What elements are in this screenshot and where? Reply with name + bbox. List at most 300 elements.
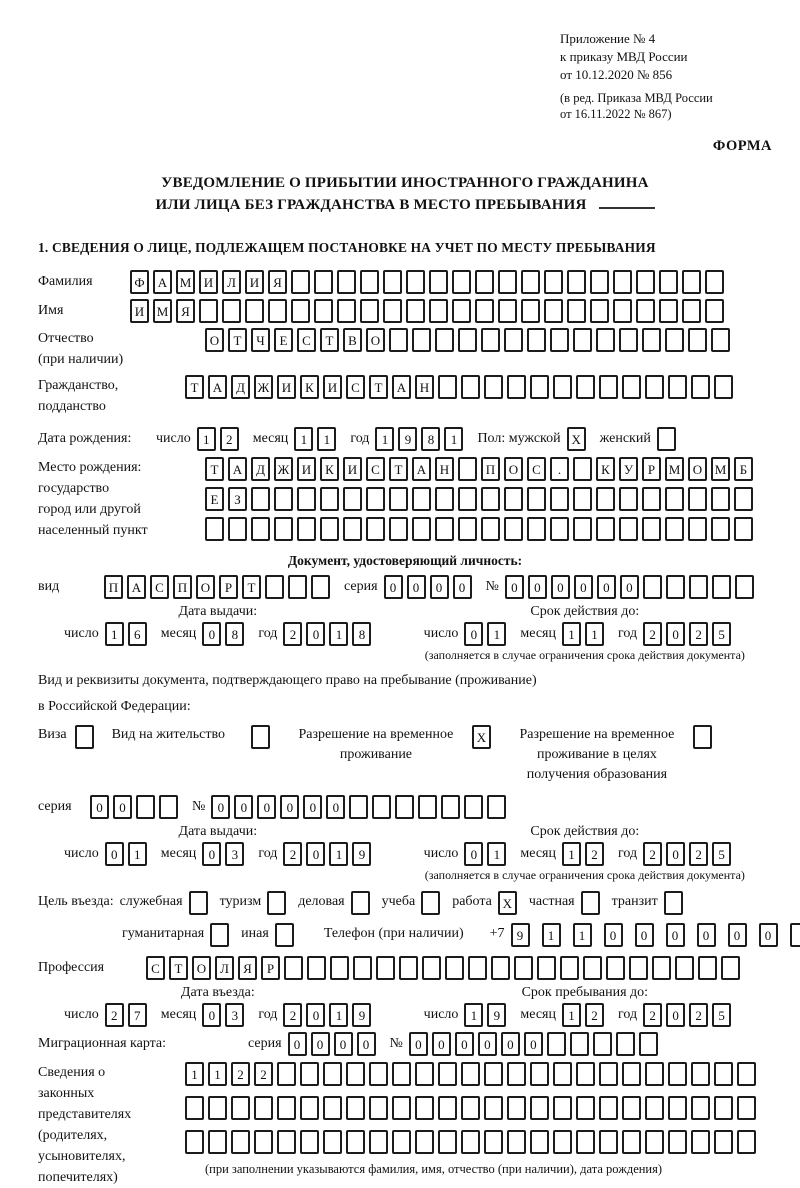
birth-year-box: 1 bbox=[444, 427, 463, 451]
surname-char-box: Я bbox=[268, 270, 287, 294]
phone-digit-box: 0 bbox=[635, 923, 654, 947]
birth-place-char-box: З bbox=[228, 487, 247, 511]
doc-expiry-year-box: 2 bbox=[689, 622, 708, 646]
surname-char-box bbox=[544, 270, 563, 294]
birth-place-char-box bbox=[688, 517, 707, 541]
surname-char-box bbox=[567, 270, 586, 294]
birth-place-char-box: Д bbox=[251, 457, 270, 481]
entry-month-box: 3 bbox=[225, 1003, 244, 1027]
representatives-label-4: (родителях, bbox=[38, 1128, 108, 1143]
doc-expiry-label: Срок действия до: bbox=[530, 604, 640, 619]
appendix-edit-note: (в ред. Приказа МВД России bbox=[560, 91, 713, 105]
sex-female-checkbox bbox=[657, 427, 680, 451]
doc-kind-char-box bbox=[311, 575, 330, 599]
representatives-char-box bbox=[737, 1130, 756, 1154]
patronymic-char-box: Т bbox=[228, 328, 247, 352]
profession-char-box: Р bbox=[261, 956, 280, 980]
year-label: год bbox=[350, 431, 370, 446]
name-char-box bbox=[268, 299, 287, 323]
birth-place-label-2: государство bbox=[38, 481, 110, 496]
birth-place-char-box bbox=[573, 517, 592, 541]
patronymic-char-box bbox=[550, 328, 569, 352]
birth-place-char-box bbox=[435, 517, 454, 541]
representatives-char-box bbox=[346, 1130, 365, 1154]
name-char-box: И bbox=[130, 299, 149, 323]
doc-series-box: 0 bbox=[384, 575, 403, 599]
representatives-char-box bbox=[438, 1062, 457, 1086]
citizenship-char-box: Н bbox=[415, 375, 434, 399]
name-label: Имя bbox=[38, 303, 64, 318]
migration-number-box: 0 bbox=[501, 1032, 520, 1056]
birth-place-char-box bbox=[481, 517, 500, 541]
representatives-char-box bbox=[323, 1062, 342, 1086]
surname-char-box bbox=[590, 270, 609, 294]
doc-issue-day-box: 1 bbox=[105, 622, 124, 646]
stay-day-boxes bbox=[464, 1003, 510, 1027]
birth-place-char-box bbox=[205, 517, 224, 541]
purpose-option-label: учеба bbox=[381, 894, 416, 909]
birth-place-char-box bbox=[596, 517, 615, 541]
residence-permit-checkbox bbox=[251, 725, 274, 749]
doc-issue-year-box: 2 bbox=[283, 622, 302, 646]
profession-char-box bbox=[675, 956, 694, 980]
migration-number-box bbox=[639, 1032, 658, 1056]
stay-year-boxes bbox=[643, 1003, 735, 1027]
stay-year-box: 2 bbox=[689, 1003, 708, 1027]
purpose-option-label: туризм bbox=[219, 894, 262, 909]
representatives-char-box bbox=[714, 1130, 733, 1154]
migration-number-label: № bbox=[389, 1036, 403, 1051]
profession-char-box: О bbox=[192, 956, 211, 980]
purpose-option-checkbox bbox=[275, 923, 294, 947]
citizenship-char-box: С bbox=[346, 375, 365, 399]
representatives-char-box bbox=[691, 1130, 710, 1154]
surname-char-box bbox=[314, 270, 333, 294]
birth-date-row bbox=[38, 427, 772, 451]
birth-place-char-box bbox=[734, 487, 753, 511]
purpose-option-label: иная bbox=[241, 926, 269, 941]
year-label: год bbox=[617, 1007, 638, 1022]
profession-boxes bbox=[146, 956, 744, 980]
visa-option bbox=[38, 725, 98, 749]
representatives-char-box bbox=[300, 1130, 319, 1154]
birth-place-char-box bbox=[435, 487, 454, 511]
residence-expiry-day-box: 0 bbox=[464, 842, 483, 866]
entry-day-boxes bbox=[105, 1003, 151, 1027]
birth-month-box: 1 bbox=[317, 427, 336, 451]
doc-number-box bbox=[712, 575, 731, 599]
residence-series-box: 0 bbox=[113, 795, 132, 819]
residence-expiry-day-boxes bbox=[464, 842, 510, 866]
profession-char-box bbox=[353, 956, 372, 980]
birth-place-char-box: Ж bbox=[274, 457, 293, 481]
entry-purpose-label: Цель въезда: bbox=[38, 894, 114, 909]
doc-number-box bbox=[735, 575, 754, 599]
phone-digit-box: 0 bbox=[697, 923, 716, 947]
patronymic-char-box bbox=[458, 328, 477, 352]
entry-year-boxes bbox=[283, 1003, 375, 1027]
doc-issue-year-boxes bbox=[283, 622, 375, 646]
birth-place-row bbox=[38, 457, 772, 547]
stay-year-box: 0 bbox=[666, 1003, 685, 1027]
doc-expiry-month-box: 1 bbox=[585, 622, 604, 646]
doc-issue-year-box: 0 bbox=[306, 622, 325, 646]
representatives-char-box bbox=[553, 1096, 572, 1120]
phone-digit-box: 1 bbox=[573, 923, 592, 947]
stay-month-box: 1 bbox=[562, 1003, 581, 1027]
female-checkbox bbox=[657, 427, 676, 451]
residence-number-box: 0 bbox=[234, 795, 253, 819]
profession-char-box bbox=[399, 956, 418, 980]
citizenship-char-box bbox=[714, 375, 733, 399]
migration-number-box bbox=[570, 1032, 589, 1056]
doc-expiry-year-box: 0 bbox=[666, 622, 685, 646]
surname-char-box bbox=[613, 270, 632, 294]
citizenship-label-2: подданство bbox=[38, 399, 106, 414]
day-label: число bbox=[64, 1007, 99, 1022]
entry-purpose-row-2 bbox=[38, 923, 772, 947]
doc-kind-char-box: А bbox=[127, 575, 146, 599]
profession-char-box bbox=[514, 956, 533, 980]
doc-issue-year-box: 1 bbox=[329, 622, 348, 646]
migration-number-box bbox=[593, 1032, 612, 1056]
surname-char-box bbox=[291, 270, 310, 294]
migration-series-box: 0 bbox=[334, 1032, 353, 1056]
doc-expiry-day-box: 1 bbox=[487, 622, 506, 646]
entry-month-box: 0 bbox=[202, 1003, 221, 1027]
representatives-char-box bbox=[691, 1096, 710, 1120]
doc-kind-char-box: Т bbox=[242, 575, 261, 599]
representatives-char-box bbox=[599, 1062, 618, 1086]
representatives-boxes-2 bbox=[185, 1096, 760, 1120]
patronymic-char-box bbox=[481, 328, 500, 352]
residence-issue-year-box: 9 bbox=[352, 842, 371, 866]
citizenship-boxes bbox=[185, 375, 737, 399]
day-label: число bbox=[423, 1007, 459, 1022]
name-row bbox=[38, 299, 772, 323]
doc-kind-char-box: О bbox=[196, 575, 215, 599]
profession-char-box: С bbox=[146, 956, 165, 980]
surname-char-box: Л bbox=[222, 270, 241, 294]
entry-year-box: 2 bbox=[283, 1003, 302, 1027]
representatives-char-box bbox=[300, 1062, 319, 1086]
doc-kind-char-box: С bbox=[150, 575, 169, 599]
citizenship-char-box: И bbox=[277, 375, 296, 399]
birth-day-boxes bbox=[197, 427, 243, 451]
birth-month-box: 1 bbox=[294, 427, 313, 451]
form-label: ФОРМА bbox=[712, 138, 772, 154]
profession-char-box bbox=[652, 956, 671, 980]
residence-number-box bbox=[487, 795, 506, 819]
profession-char-box bbox=[721, 956, 740, 980]
birth-place-char-box bbox=[642, 487, 661, 511]
birth-place-char-box bbox=[366, 487, 385, 511]
stay-day-box: 9 bbox=[487, 1003, 506, 1027]
birth-place-char-box: С bbox=[527, 457, 546, 481]
representatives-char-box bbox=[530, 1130, 549, 1154]
migration-card-label: Миграционная карта: bbox=[38, 1036, 167, 1051]
stay-month-box: 2 bbox=[585, 1003, 604, 1027]
migration-series-box: 0 bbox=[357, 1032, 376, 1056]
representatives-char-box bbox=[438, 1130, 457, 1154]
residence-doc-text-1: Вид и реквизиты документа, подтверждающего право на пребывание (проживание) bbox=[38, 673, 537, 688]
birth-place-char-box bbox=[458, 487, 477, 511]
representatives-label-3: представителях bbox=[38, 1107, 132, 1122]
patronymic-char-box bbox=[596, 328, 615, 352]
residence-expiry-year-boxes bbox=[643, 842, 735, 866]
phone-prefix: +7 bbox=[489, 926, 505, 941]
surname-char-box bbox=[406, 270, 425, 294]
citizenship-char-box: Т bbox=[185, 375, 204, 399]
name-char-box bbox=[590, 299, 609, 323]
birth-place-char-box bbox=[688, 487, 707, 511]
representatives-char-box bbox=[369, 1096, 388, 1120]
birth-place-boxes-2 bbox=[205, 487, 757, 511]
birth-place-char-box: С bbox=[366, 457, 385, 481]
representatives-char-box bbox=[622, 1062, 641, 1086]
representatives-char-box bbox=[461, 1096, 480, 1120]
birth-place-char-box bbox=[504, 517, 523, 541]
representatives-char-box bbox=[392, 1096, 411, 1120]
entry-purpose-row bbox=[38, 891, 772, 915]
surname-label: Фамилия bbox=[38, 274, 93, 289]
birth-place-char-box: А bbox=[228, 457, 247, 481]
citizenship-char-box: А bbox=[392, 375, 411, 399]
doc-series-box: 0 bbox=[407, 575, 426, 599]
year-label: год bbox=[617, 626, 638, 641]
birth-place-char-box bbox=[389, 517, 408, 541]
representatives-char-box bbox=[415, 1062, 434, 1086]
residence-expiry-year-box: 2 bbox=[689, 842, 708, 866]
appendix-edit-note: от 16.11.2022 № 867) bbox=[560, 107, 672, 121]
doc-kind-char-box: П bbox=[104, 575, 123, 599]
doc-kind-char-box: Р bbox=[219, 575, 238, 599]
doc-expiry-day-boxes bbox=[464, 622, 510, 646]
doc-kind-label: вид bbox=[38, 579, 60, 594]
migration-number-box: 0 bbox=[478, 1032, 497, 1056]
phone-digit-box: 1 bbox=[542, 923, 561, 947]
migration-number-box bbox=[547, 1032, 566, 1056]
representatives-char-box bbox=[530, 1062, 549, 1086]
surname-char-box bbox=[360, 270, 379, 294]
birth-place-char-box bbox=[228, 517, 247, 541]
birth-year-box: 9 bbox=[398, 427, 417, 451]
surname-char-box: М bbox=[176, 270, 195, 294]
entry-year-box: 1 bbox=[329, 1003, 348, 1027]
residence-issue-year-box: 1 bbox=[329, 842, 348, 866]
representatives-char-box bbox=[668, 1062, 687, 1086]
doc-number-label: № bbox=[485, 579, 499, 594]
visa-checkbox bbox=[75, 725, 98, 749]
representatives-label-1: Сведения о bbox=[38, 1065, 106, 1080]
profession-char-box bbox=[284, 956, 303, 980]
name-char-box bbox=[613, 299, 632, 323]
phone-digit-box: 0 bbox=[728, 923, 747, 947]
migration-series-label: серия bbox=[248, 1036, 282, 1051]
citizenship-char-box bbox=[461, 375, 480, 399]
residence-issue-day-box: 0 bbox=[105, 842, 124, 866]
patronymic-char-box: Е bbox=[274, 328, 293, 352]
profession-char-box bbox=[606, 956, 625, 980]
representatives-char-box bbox=[645, 1062, 664, 1086]
residence-series-box: 0 bbox=[90, 795, 109, 819]
representatives-char-box bbox=[277, 1096, 296, 1120]
page-title bbox=[38, 173, 772, 216]
residence-issue-day-boxes bbox=[105, 842, 151, 866]
month-label: месяц bbox=[520, 846, 556, 861]
birth-place-char-box bbox=[320, 517, 339, 541]
birth-place-char-box bbox=[389, 487, 408, 511]
name-char-box bbox=[567, 299, 586, 323]
purpose-option-checkbox bbox=[421, 891, 440, 915]
phone-digit-box: 0 bbox=[759, 923, 778, 947]
residence-number-box: 0 bbox=[326, 795, 345, 819]
representatives-char-box bbox=[714, 1096, 733, 1120]
doc-kind-char-box bbox=[265, 575, 284, 599]
residence-issue-month-boxes bbox=[202, 842, 248, 866]
year-label: год bbox=[258, 846, 278, 861]
purpose-option-label: гуманитарная bbox=[122, 926, 205, 941]
citizenship-char-box: Т bbox=[369, 375, 388, 399]
doc-number-box bbox=[689, 575, 708, 599]
birth-place-char-box bbox=[251, 517, 270, 541]
representatives-char-box bbox=[415, 1130, 434, 1154]
citizenship-char-box bbox=[576, 375, 595, 399]
edu-permit-checkbox bbox=[693, 725, 716, 749]
representatives-char-box bbox=[208, 1096, 227, 1120]
name-char-box bbox=[383, 299, 402, 323]
representatives-char-box bbox=[300, 1096, 319, 1120]
surname-char-box bbox=[682, 270, 701, 294]
surname-char-box: А bbox=[153, 270, 172, 294]
birth-place-char-box bbox=[458, 517, 477, 541]
residence-series-row bbox=[38, 795, 772, 819]
birth-place-char-box bbox=[665, 517, 684, 541]
patronymic-char-box: В bbox=[343, 328, 362, 352]
phone-label: Телефон (при наличии) bbox=[323, 926, 464, 941]
representatives-char-box bbox=[645, 1130, 664, 1154]
birth-place-label: Место рождения: bbox=[38, 460, 142, 475]
doc-kind-boxes bbox=[104, 575, 334, 599]
birth-place-char-box bbox=[366, 517, 385, 541]
sex-label: Пол: мужской bbox=[477, 431, 561, 446]
citizenship-char-box: Ж bbox=[254, 375, 273, 399]
month-label: месяц bbox=[520, 626, 556, 641]
citizenship-row bbox=[38, 375, 772, 417]
residence-number-label: № bbox=[192, 799, 206, 814]
migration-number-box: 0 bbox=[455, 1032, 474, 1056]
doc-number-box: 0 bbox=[597, 575, 616, 599]
phone-boxes bbox=[511, 923, 800, 947]
name-char-box bbox=[544, 299, 563, 323]
patronymic-char-box bbox=[527, 328, 546, 352]
citizenship-char-box: К bbox=[300, 375, 319, 399]
name-char-box bbox=[429, 299, 448, 323]
name-char-box bbox=[498, 299, 517, 323]
birth-place-char-box bbox=[343, 517, 362, 541]
surname-char-box: Ф bbox=[130, 270, 149, 294]
representatives-char-box bbox=[461, 1062, 480, 1086]
appendix-line: к приказу МВД России bbox=[560, 49, 688, 64]
appendix-line: от 10.12.2020 № 856 bbox=[560, 67, 673, 82]
birth-place-char-box: К bbox=[320, 457, 339, 481]
doc-issue-date-label: Дата выдачи: bbox=[178, 604, 258, 619]
representatives-char-box: 1 bbox=[208, 1062, 227, 1086]
birth-year-boxes bbox=[375, 427, 467, 451]
temp-permit-option bbox=[288, 725, 495, 765]
doc-number-box: 0 bbox=[574, 575, 593, 599]
representatives-char-box bbox=[576, 1062, 595, 1086]
doc-expiry-month-boxes bbox=[562, 622, 608, 646]
representatives-char-box bbox=[737, 1062, 756, 1086]
representatives-boxes-1 bbox=[185, 1062, 760, 1086]
purpose-option-checkbox: X bbox=[498, 891, 517, 915]
patronymic-char-box bbox=[711, 328, 730, 352]
doc-kind-char-box: П bbox=[173, 575, 192, 599]
visa-checkbox bbox=[75, 725, 94, 749]
representatives-char-box: 2 bbox=[231, 1062, 250, 1086]
visa-label: Виза bbox=[38, 727, 67, 742]
patronymic-label: Отчество bbox=[38, 331, 94, 346]
birth-place-char-box bbox=[274, 517, 293, 541]
residence-number-box bbox=[418, 795, 437, 819]
birth-place-char-box: О bbox=[688, 457, 707, 481]
patronymic-char-box bbox=[504, 328, 523, 352]
representatives-char-box bbox=[254, 1096, 273, 1120]
patronymic-char-box bbox=[389, 328, 408, 352]
surname-char-box bbox=[705, 270, 724, 294]
representatives-char-box bbox=[622, 1096, 641, 1120]
representatives-char-box bbox=[484, 1130, 503, 1154]
representatives-boxes-3 bbox=[185, 1130, 760, 1154]
patronymic-label-note: (при наличии) bbox=[38, 352, 124, 367]
doc-number-box bbox=[643, 575, 662, 599]
day-label: число bbox=[64, 626, 99, 641]
entry-purpose-options bbox=[120, 891, 695, 915]
month-label: месяц bbox=[520, 1007, 556, 1022]
representatives-char-box bbox=[484, 1062, 503, 1086]
doc-series-boxes bbox=[384, 575, 476, 599]
appendix-line: Приложение № 4 bbox=[560, 31, 656, 46]
profession-row bbox=[38, 956, 772, 980]
male-checkbox: X bbox=[567, 427, 586, 451]
name-char-box bbox=[705, 299, 724, 323]
representatives-char-box bbox=[208, 1130, 227, 1154]
residence-number-box bbox=[372, 795, 391, 819]
residence-expiry-year-box: 5 bbox=[712, 842, 731, 866]
birth-month-boxes bbox=[294, 427, 340, 451]
residence-number-box bbox=[464, 795, 483, 819]
residence-issue-year-box: 2 bbox=[283, 842, 302, 866]
sex-male-checkbox bbox=[567, 427, 590, 451]
patronymic-char-box: Ч bbox=[251, 328, 270, 352]
birth-place-char-box: П bbox=[481, 457, 500, 481]
representatives-char-box bbox=[277, 1130, 296, 1154]
entry-purpose-options-2 bbox=[122, 923, 306, 947]
profession-char-box bbox=[537, 956, 556, 980]
year-label: год bbox=[258, 1007, 278, 1022]
representatives-char-box bbox=[576, 1096, 595, 1120]
birth-place-char-box bbox=[412, 487, 431, 511]
representatives-char-box bbox=[530, 1096, 549, 1120]
representatives-char-box bbox=[277, 1062, 296, 1086]
representatives-char-box bbox=[323, 1096, 342, 1120]
citizenship-char-box bbox=[668, 375, 687, 399]
residence-number-boxes bbox=[211, 795, 510, 819]
purpose-option-checkbox bbox=[210, 923, 229, 947]
birth-place-char-box bbox=[573, 457, 592, 481]
patronymic-char-box bbox=[688, 328, 707, 352]
